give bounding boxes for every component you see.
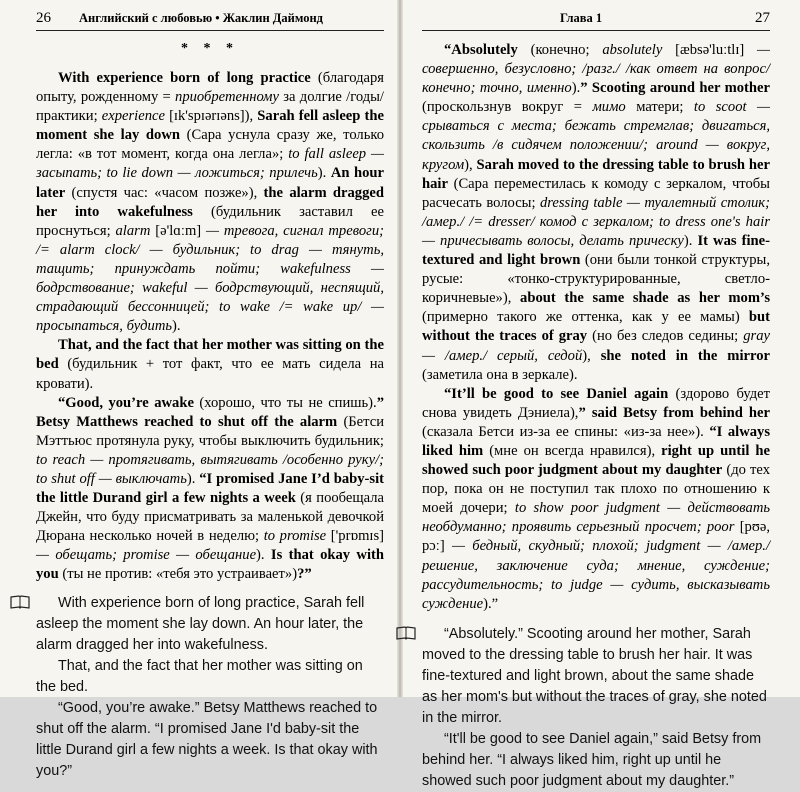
left-page — [0, 0, 398, 779]
italic-run: — тревога, сигнал тревоги; /= alarm clock/ — будильник; to drag — тянуть, тащить; принуждать пойти; wakefulness — бодрствование; wakeful — бодрствующий, неспящий, страдающий бессонницей; to wake /= wake up/ — просыпаться, будить — [36, 222, 384, 335]
italic-run: to show poor judgment — действовать необдуманно; проявить серьезный просчет; poor — [422, 500, 771, 536]
italic-run: to fall asleep — засыпать; to lie down — ложиться; прилечь — [36, 146, 384, 182]
text-run: ). — [317, 165, 331, 182]
plain-text-block — [422, 624, 770, 792]
bold-run: That, and the fact that her mother was sitting on the bed — [36, 337, 384, 373]
section-separator: * * * — [181, 41, 239, 56]
italic-run: to promise — [263, 528, 327, 545]
text-run: (хорошо, что ты не спишь). — [193, 394, 377, 411]
text-run: ), — [464, 156, 477, 173]
italic-run: experience — [101, 108, 165, 125]
bold-run: ” Betsy Matthews reached to shut off the alarm — [36, 394, 384, 430]
text-run: (мне он всегда нравился), — [483, 442, 662, 459]
plain-paragraph: With experience born of long practice, Sarah fell asleep the moment she lay down. An hour later, the alarm dragged her into wakefulness. — [36, 594, 365, 653]
text-run: [æbsə'luːtlɪ] — [662, 42, 758, 58]
text-run: (здорово будет снова увидеть Дэниела), — [422, 385, 770, 421]
text-run: [ɪk'spɪərɪəns] — [164, 108, 245, 125]
text-run: (будильник + тот факт, что ее мать сидела на кровати). — [36, 356, 384, 392]
bold-run: “Absolutely — [444, 42, 518, 58]
italic-run: to reach — протягивать, вытягивать /особенно руку/; to shut off — выключать — [36, 451, 384, 487]
bold-run: ” Scooting around her mother — [580, 80, 770, 97]
text-run: ). — [571, 80, 581, 97]
bold-run: With experience born of long practice — [58, 70, 311, 86]
italic-run: — обещать; promise — обещание — [36, 547, 257, 564]
running-title: Глава 1 — [560, 11, 603, 25]
plain-paragraph: That, and the fact that her mother was sitting on the bed. — [36, 657, 363, 695]
text-run: (я пообещала Джейн, что буду присматривать за маленькой девочкой Дюрана несколько ночей в неделю; — [36, 490, 384, 545]
text-run: ). — [172, 318, 181, 335]
bold-run: “I always liked him — [422, 423, 771, 459]
italic-run: — бедный, скудный; плохой; judgment — /амер./ решение, заключение суда; мнение, суждение; рассудительность; to judge — судить, высказывать суждение — [422, 538, 771, 612]
text-run: (ты не против: «тебя это устраивает») — [58, 566, 298, 583]
text-run: (конечно; — [517, 42, 603, 58]
right-page-header — [422, 10, 770, 31]
bold-run: “It’ll be good to see Daniel again — [444, 385, 669, 402]
page-number: 27 — [755, 10, 770, 26]
text-run: (примерно такого же оттенка, как у ее мамы) — [422, 309, 749, 326]
text-run: (проскользнув вокруг = — [422, 99, 593, 116]
italic-run: dressing table — туалетный столик; /амер./ /= dresser/ комод с зеркалом; to dress one's hair — причесывать волосы, делать прическу — [422, 194, 770, 249]
bold-run: but without the traces of gray — [422, 309, 770, 345]
annotated-paragraph — [36, 336, 384, 393]
italic-run: приобретенному — [175, 89, 279, 106]
italic-run: absolutely — [602, 42, 663, 58]
text-run: за долгие /годы/ практики; — [36, 89, 384, 125]
running-title: Английский с любовью • Жаклин Даймонд — [79, 11, 323, 25]
text-run: (сказала Бетси из-за ее спины: «из-за нее»). — [422, 423, 710, 440]
plain-paragraph: “Absolutely.” Scooting around her mother, Sarah moved to the dressing table to brush her hair. It was fine-textured and light brown, about the same shade as her mom's but without the traces of gray, she noted in the mirror. — [422, 625, 767, 726]
plain-paragraph: “Good, you’re awake.” Betsy Matthews reached to shut off the alarm. “I promised Jane I'd baby-sit the little Durand girl a few nights a week. Is that okay with you?” — [36, 699, 378, 779]
page-number: 26 — [36, 10, 51, 26]
bold-run: ?” — [297, 566, 312, 583]
text-run: (благодаря опыту, рожденному = — [36, 70, 384, 106]
italic-run: gray — /амер./ серый, седой — [422, 328, 770, 364]
text-run: ). — [256, 547, 271, 564]
text-run: (Бетси Мэттьюс протянула руку, чтобы выключить будильник; — [36, 413, 385, 449]
bold-run: Is that okay with you — [36, 547, 384, 583]
text-run: [pʊə, pɔː] — [422, 519, 770, 555]
bold-run: the alarm dragged her into wakefulness — [36, 184, 384, 220]
text-run: ['prɒmɪs] — [326, 528, 385, 545]
text-run: [ə'lɑːm] — [150, 222, 207, 239]
italic-run: alarm — [115, 222, 151, 239]
annotated-paragraph — [36, 69, 384, 336]
bold-run: she noted in the mirror — [600, 347, 770, 364]
italic-run: мимо — [592, 99, 626, 116]
bold-run: Sarah moved to the dressing table to brush her hair — [422, 156, 770, 192]
bold-run: An hour later — [36, 165, 384, 201]
plain-text-block — [36, 593, 384, 782]
bold-run: “I promised Jane I’d baby-sit the little Durand girl a few nights a week — [36, 470, 384, 507]
bold-run: about the same shade as her mom’s — [520, 290, 770, 307]
left-page-header — [36, 10, 384, 31]
text-run: матери; — [625, 99, 694, 116]
italic-run: — совершенно, безусловно; /разг./ /как ответ на вопрос/ конечно; точно, именно — [422, 42, 771, 97]
text-run: (до тех пор, пока он не поступил так плохо по отношению к моей дочери; — [422, 462, 770, 517]
text-run: (они были тонкой структуры, русые: «тонко-структурированные, светло-коричневые»), — [422, 252, 770, 307]
text-run: (будильник заставил ее проснуться; — [36, 203, 384, 239]
text-run: ).” — [483, 595, 499, 612]
open-book-icon — [10, 595, 30, 609]
bold-run: It was fine-textured and light brown — [422, 232, 770, 269]
annotated-paragraph — [422, 385, 770, 614]
text-run: (заметила она в зеркале). — [422, 366, 578, 383]
right-page — [402, 0, 800, 789]
annotated-paragraph — [36, 394, 384, 585]
text-run: (спустя час: «часом позже»), — [65, 184, 264, 201]
open-book-icon — [396, 626, 416, 640]
annotated-paragraph — [422, 41, 770, 385]
text-run: ), — [582, 347, 601, 364]
text-run: (но без следов седины; — [587, 328, 744, 345]
bold-run: right up until he showed such poor judgment about my daughter — [422, 442, 770, 479]
text-run: (Сара переместилась к комоду с зеркалом, чтобы расчесать волосы; — [422, 175, 770, 211]
text-run: ). — [186, 470, 200, 487]
bold-run: ” said Betsy from behind her — [578, 404, 770, 421]
text-run: ), — [244, 108, 258, 125]
italic-run: to scoot — срываться с места; бежать стремглав; двигаться, скользить /в сидячем положении/; around — вокруг, кругом — [422, 99, 770, 173]
bold-run: Sarah fell asleep the moment she lay down — [36, 108, 384, 144]
text-run: ). — [683, 232, 698, 249]
plain-paragraph: “It'll be good to see Daniel again,” said Betsy from behind her. “I always liked him, right up until he showed such poor judgment about my daughter.” — [422, 730, 762, 789]
bold-run: “Good, you’re awake — [58, 394, 194, 411]
text-run: (Сара уснула сразу же, только легла: «в тот момент, когда она легла»; — [36, 127, 385, 163]
